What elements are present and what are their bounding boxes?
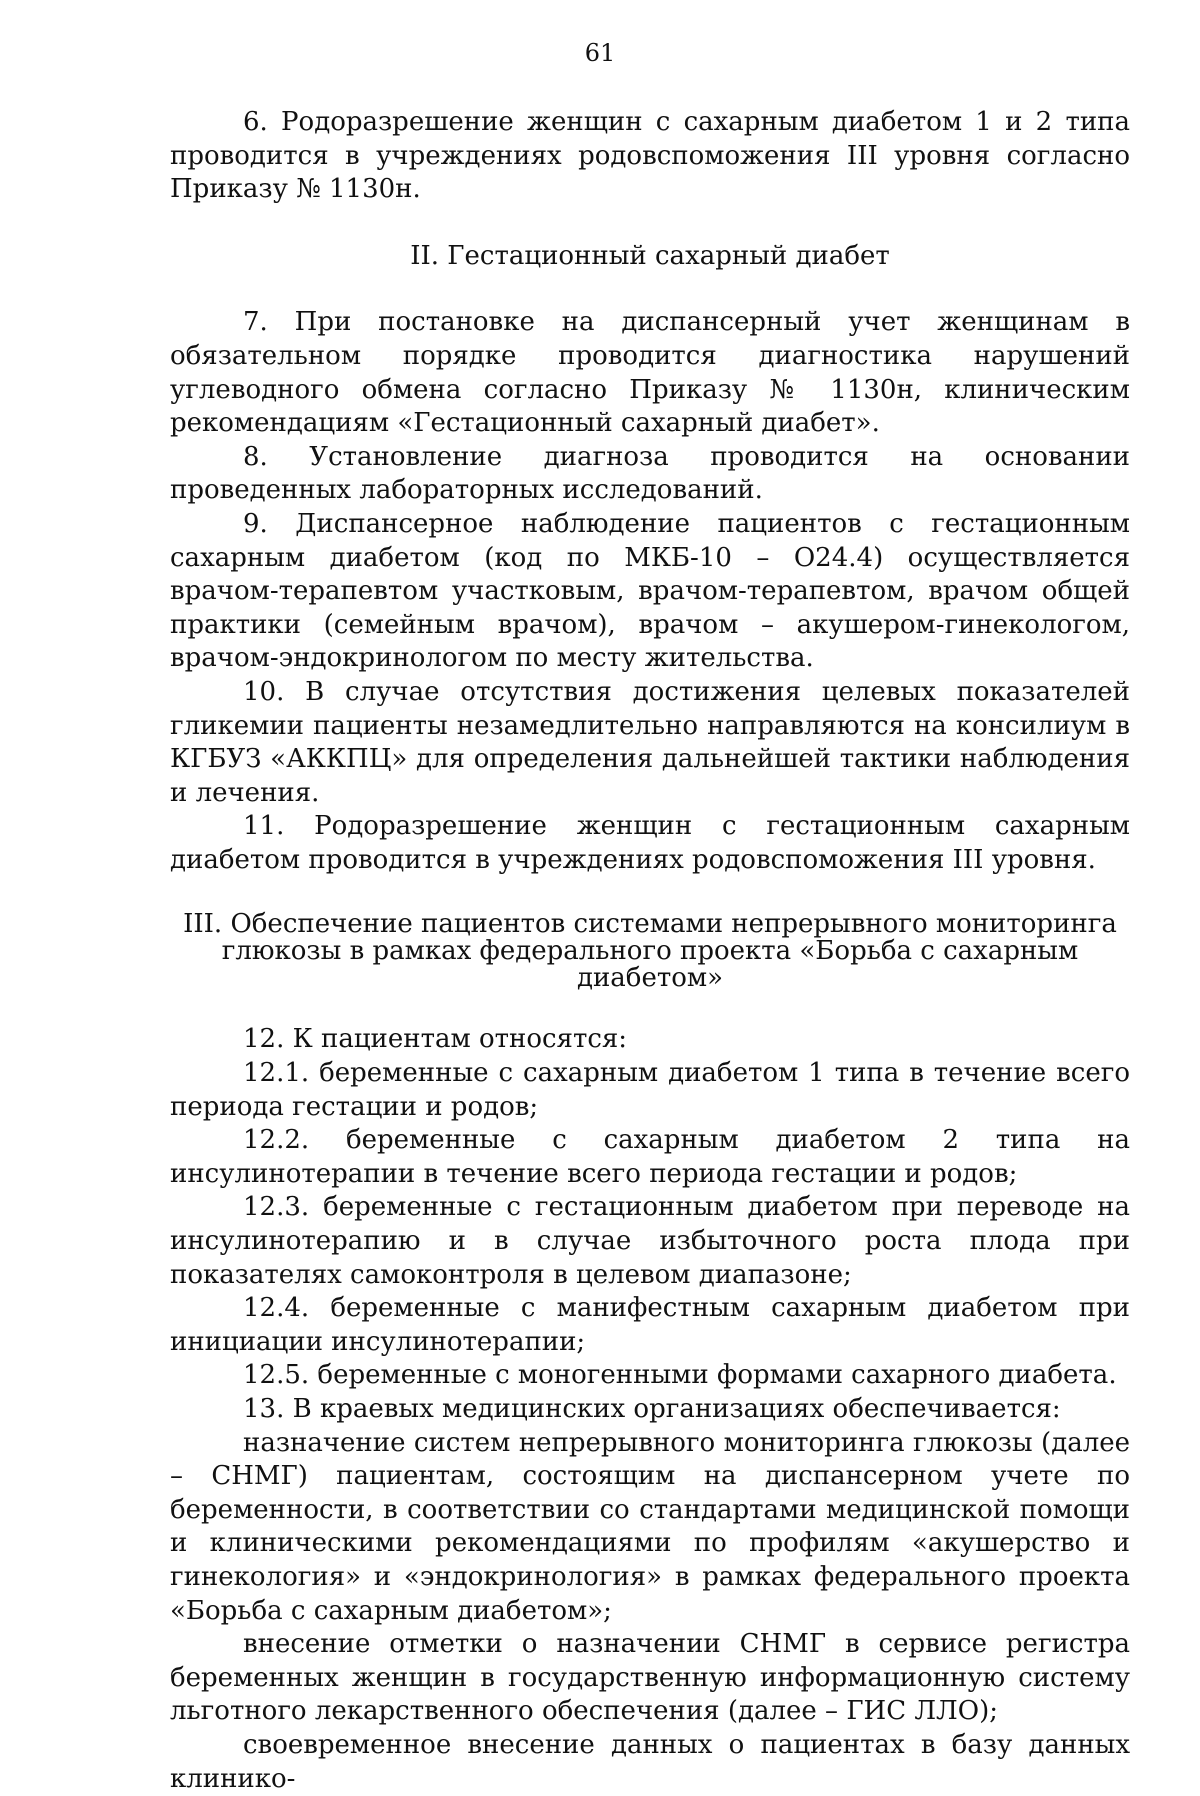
page-number: 61 (584, 39, 616, 67)
paragraph-13-item-3: своевременное внесение данных о пациентах в базу данных клинико- (170, 1729, 1130, 1794)
paragraph-12-5: 12.5. беременные с моногенными формами сахарного диабета. (243, 1360, 1117, 1391)
paragraph-6: 6. Родоразрешение женщин с сахарным диабетом 1 и 2 типа проводится в учреждениях родовспоможения III уровня согласно Приказу № 1130н. (170, 107, 1130, 205)
section-3-heading-line-1: III. Обеспечение пациентов системами непрерывного мониторинга (183, 909, 1117, 940)
paragraph-12-4: 12.4. беременные с манифестным сахарным диабетом при инициации инсулинотерапии; (170, 1293, 1130, 1357)
paragraph-9: 9. Диспансерное наблюдение пациентов с гестационным сахарным диабетом (код по МКБ-10 – O24.4) осуществляется врачом-терапевтом участковым, врачом-терапевтом, врачом общей практики (семейным врачом), врачом – акушером-гинекологом, врачом-эндокринологом по месту жительства. (170, 508, 1130, 674)
paragraph-12-2: 12.2. беременные с сахарным диабетом 2 типа на инсулинотерапии в течение всего периода гестации и родов; (170, 1125, 1130, 1189)
paragraph-12-1: 12.1. беременные с сахарным диабетом 1 типа в течение всего периода гестации и родов; (170, 1058, 1130, 1122)
paragraph-13-item-1: назначение систем непрерывного мониторинга глюкозы (далее – СНМГ) пациентам, состоящим на диспансерном учете по беременности, в соответствии со стандартами медицинской помощи и клиническими рекомендациями по профилям «акушерство и гинекология» и «эндокринология» в рамках федерального проекта «Борьба с сахарным диабетом»; (170, 1427, 1130, 1626)
paragraph-12: 12. К пациентам относятся: (243, 1024, 628, 1055)
paragraph-13-item-2: внесение отметки о назначении СНМГ в сервисе регистра беременных женщин в государственную информационную систему льготного лекарственного обеспечения (далее – ГИС ЛЛО); (170, 1629, 1130, 1727)
paragraph-8: 8. Установление диагноза проводится на основании проведенных лабораторных исследований. (170, 441, 1130, 506)
section-3-heading (170, 911, 1130, 992)
document-body (170, 106, 1130, 1796)
paragraph-13: 13. В краевых медицинских организациях обеспечивается: (243, 1394, 1061, 1424)
section-3-heading-line-2: глюкозы в рамках федерального проекта «Борьба с сахарным диабетом» (221, 936, 1079, 994)
paragraph-11: 11. Родоразрешение женщин с гестационным сахарным диабетом проводится в учреждениях родовспоможения III уровня. (170, 811, 1130, 875)
paragraph-12-3: 12.3. беременные с гестационным диабетом при переводе на инсулинотерапию и в случае избыточного роста плода при показателях самоконтроля в целевом диапазоне; (170, 1192, 1130, 1290)
section-2-heading: II. Гестационный сахарный диабет (410, 240, 890, 271)
paragraph-7: 7. При постановке на диспансерный учет женщинам в обязательном порядке проводится диагностика нарушений углеводного обмена согласно Приказу № 1130н, клиническим рекомендациям «Гестационный сахарный диабет». (170, 307, 1130, 439)
paragraph-10: 10. В случае отсутствия достижения целевых показателей гликемии пациенты незамедлительно направляются на консилиум в КГБУЗ «АККПЦ» для определения дальнейшей тактики наблюдения и лечения. (170, 676, 1130, 808)
